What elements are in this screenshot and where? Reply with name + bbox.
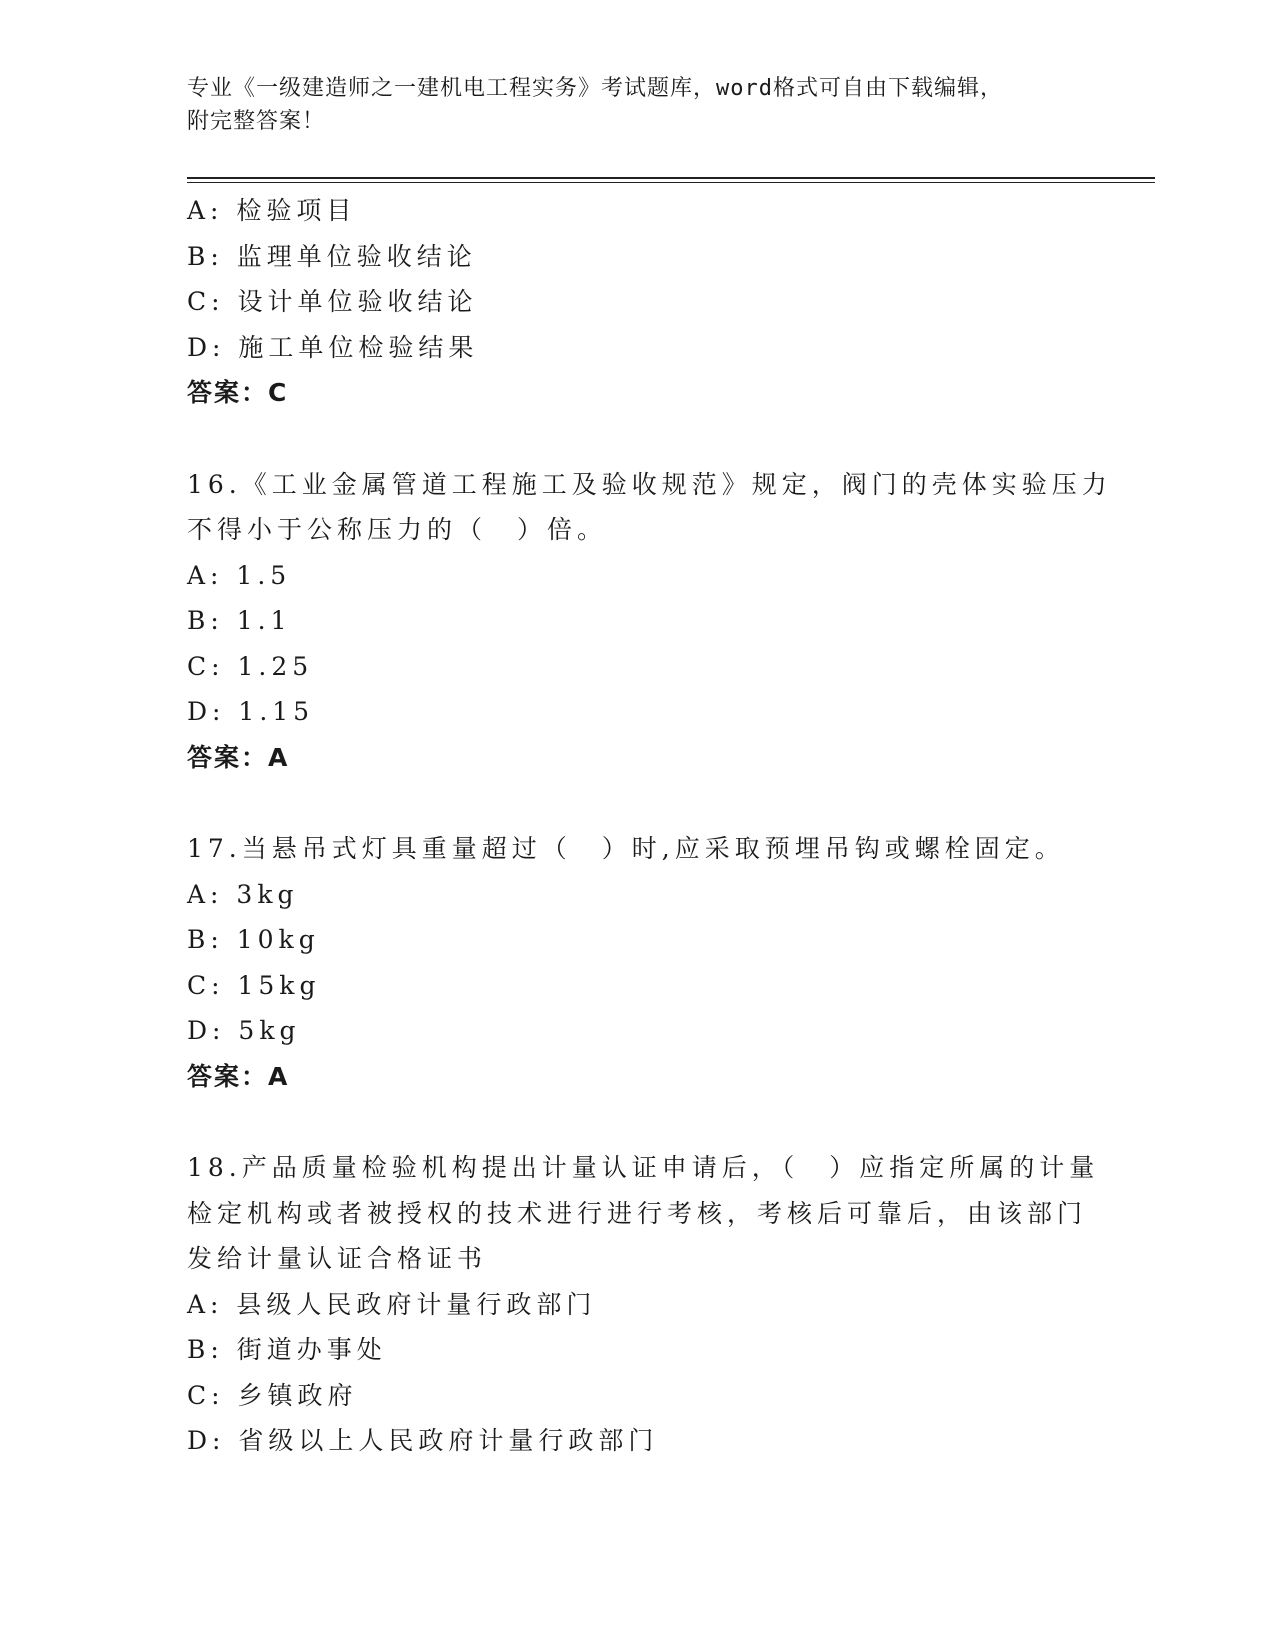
option-a: A: 县级人民政府计量行政部门 bbox=[187, 1289, 597, 1319]
question-stem: 17.当悬吊式灯具重量超过（ ）时,应采取预埋吊钩或螺栓固定。 bbox=[187, 834, 1065, 863]
option-d: D: 施工单位检验结果 bbox=[187, 332, 479, 362]
spacer bbox=[187, 1099, 1087, 1145]
header-rule-thick bbox=[187, 177, 1155, 179]
question-stem: 16.《工业金属管道工程施工及验收规范》规定，阀门的壳体实验压力 bbox=[187, 469, 1112, 499]
option-b: B: 1.1 bbox=[187, 606, 292, 635]
option-b: B: 街道办事处 bbox=[187, 1335, 387, 1364]
spacer bbox=[187, 416, 1087, 462]
document-header bbox=[187, 72, 1087, 138]
option-c: C: 设计单位验收结论 bbox=[187, 287, 478, 316]
option-b: B: 10kg bbox=[187, 925, 320, 954]
option-a: A: 检验项目 bbox=[187, 196, 357, 225]
question-stem: 发给计量认证合格证书 bbox=[187, 1244, 488, 1273]
header-line-1: 专业《一级建造师之一建机电工程实务》考试题库，word格式可自由下载编辑， bbox=[187, 76, 1003, 101]
option-c: C: 乡镇政府 bbox=[187, 1380, 358, 1410]
question-stem: 检定机构或者被授权的技术进行进行考核，考核后可靠后，由该部门 bbox=[187, 1198, 1088, 1228]
question-stem: 18.产品质量检验机构提出计量认证申请后，（ ）应指定所属的计量 bbox=[187, 1153, 1100, 1182]
question-17 bbox=[187, 826, 1087, 1099]
question-15 bbox=[187, 188, 1087, 416]
answer: 答案：A bbox=[187, 1061, 290, 1091]
question-stem: 不得小于公称压力的（ ）倍。 bbox=[187, 515, 608, 544]
option-d: D: 省级以上人民政府计量行政部门 bbox=[187, 1426, 659, 1455]
spacer bbox=[187, 780, 1087, 826]
answer: 答案：A bbox=[187, 742, 290, 772]
option-d: D: 5kg bbox=[187, 1016, 301, 1045]
option-d: D: 1.15 bbox=[187, 697, 315, 726]
header-rule-thin bbox=[187, 182, 1155, 183]
answer: 答案：C bbox=[187, 378, 289, 407]
question-16 bbox=[187, 462, 1112, 781]
option-c: C: 1.25 bbox=[187, 651, 314, 681]
question-18 bbox=[187, 1145, 1100, 1464]
header-line-2: 附完整答案！ bbox=[187, 109, 326, 134]
question-content bbox=[187, 188, 1112, 1464]
option-a: A: 1.5 bbox=[187, 560, 292, 590]
option-a: A: 3kg bbox=[187, 879, 299, 909]
option-c: C: 15kg bbox=[187, 970, 321, 1000]
option-b: B: 监理单位验收结论 bbox=[187, 241, 477, 271]
